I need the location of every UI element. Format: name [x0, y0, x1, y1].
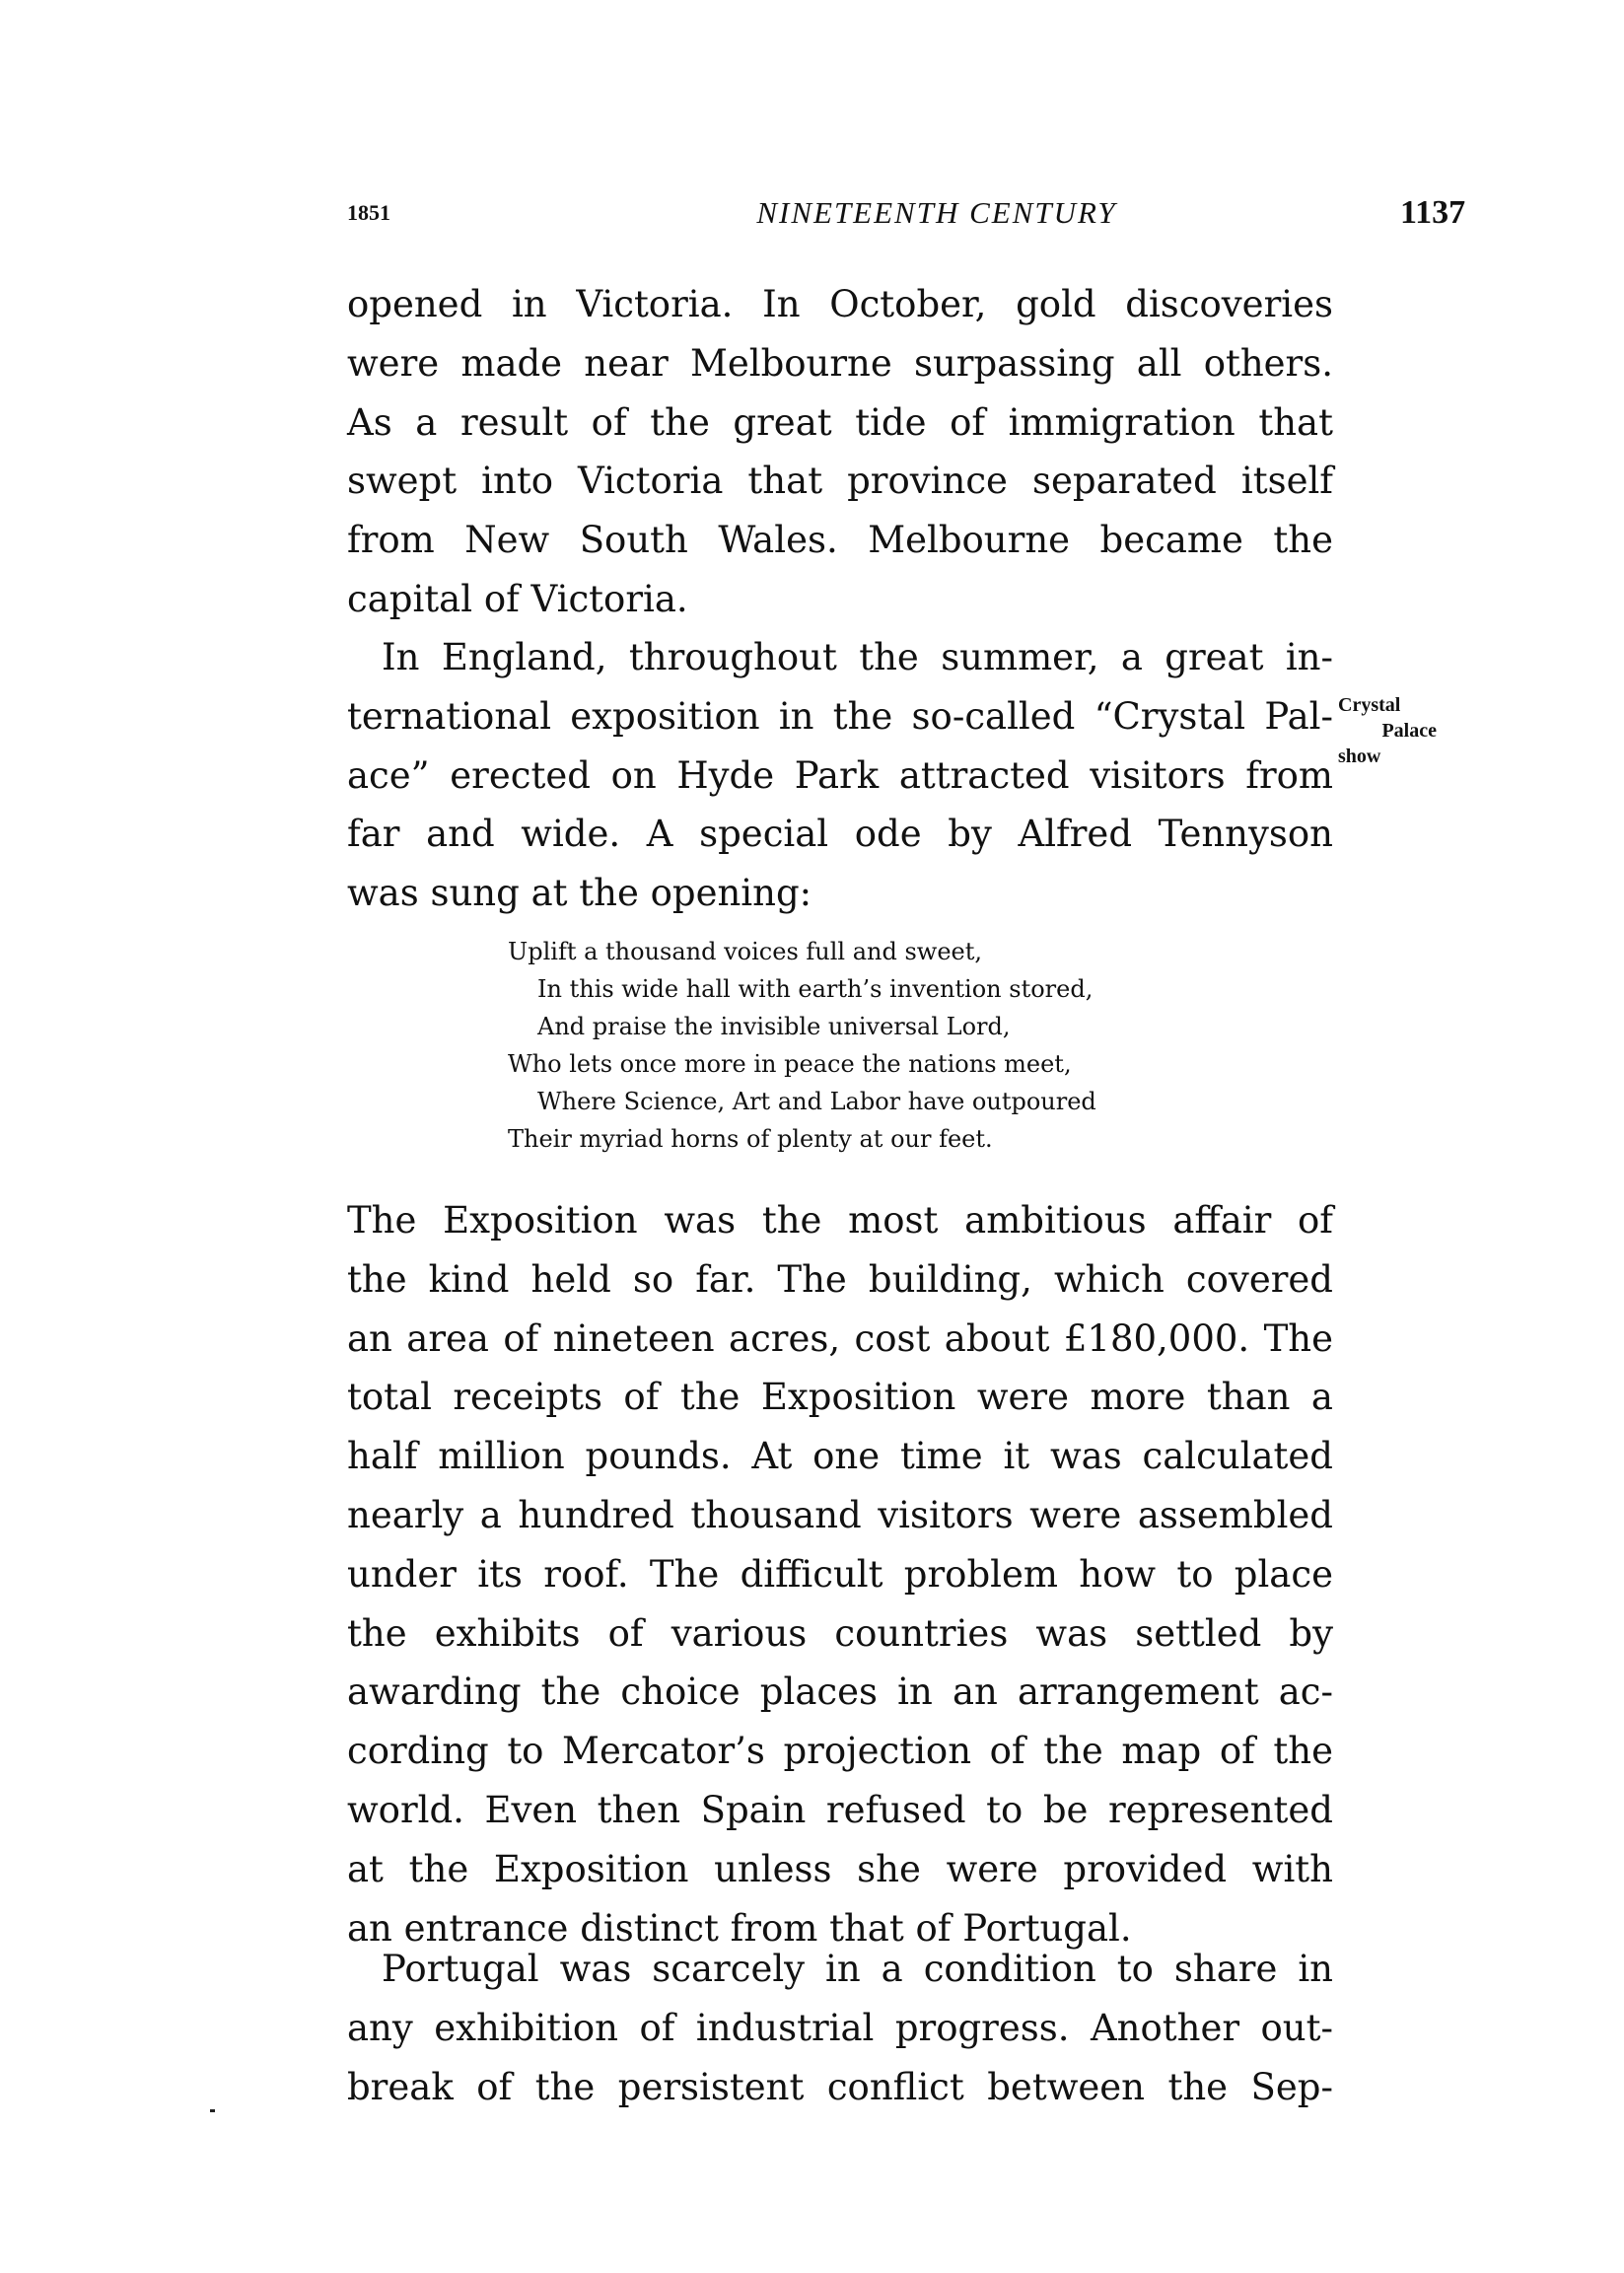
text-line: at the Exposition unless she were provided with — [347, 1847, 1333, 1890]
text-line: were made near Melbourne surpassing all others. — [347, 341, 1333, 385]
poem-line: In this wide hall with earth’s invention stored, — [537, 975, 1094, 1003]
text-line: the exhibits of various countries was settled by — [347, 1611, 1333, 1655]
text-line: ternational exposition in the so-called “Crystal Pal- — [347, 694, 1333, 738]
text-line: half million pounds. At one time it was calculated — [347, 1435, 1333, 1478]
text-line: the kind held so far. The building, which covered — [347, 1257, 1333, 1301]
text-line: Portugal was scarcely in a condition to share in — [382, 1948, 1333, 1990]
margin-note-line: Crystal — [1338, 694, 1401, 716]
text-line: an area of nineteen acres, cost about £180,000. The — [347, 1316, 1333, 1360]
text-line: was sung at the opening: — [347, 872, 812, 915]
text-line: total receipts of the Exposition were more than a — [347, 1376, 1333, 1419]
text-line: nearly a hundred thousand visitors were assembled — [347, 1494, 1333, 1536]
text-line: swept into Victoria that province separated itself — [347, 460, 1333, 503]
text-line: any exhibition of industrial progress. Another out- — [347, 2006, 1333, 2049]
text-line: awarding the choice places in an arrangement ac- — [347, 1670, 1333, 1714]
poem-line: Uplift a thousand voices full and sweet, — [508, 938, 983, 965]
text-line: ace” erected on Hyde Park attracted visitors from — [347, 753, 1333, 797]
scan-speck — [210, 2109, 215, 2112]
text-line: opened in Victoria. In October, gold discoveries — [347, 283, 1333, 325]
text-line: The Exposition was the most ambitious affair of — [347, 1199, 1333, 1242]
margin-note-line: Palace — [1381, 720, 1437, 742]
poem-line: Their myriad horns of plenty at our feet. — [508, 1125, 993, 1153]
poem-line: And praise the invisible universal Lord, — [537, 1013, 1011, 1040]
margin-note-line: show — [1338, 746, 1381, 767]
text-line: break of the persistent conflict between the Sep- — [347, 2065, 1333, 2108]
text-line: capital of Victoria. — [347, 578, 688, 620]
text-line: far and wide. A special ode by Alfred Tennyson — [347, 813, 1333, 856]
text-line: As a result of the great tide of immigration that — [347, 400, 1333, 444]
poem-line: Where Science, Art and Labor have outpoured — [537, 1088, 1096, 1115]
text-line: from New South Wales. Melbourne became the — [347, 519, 1333, 562]
text-line: world. Even then Spain refused to be represented — [347, 1789, 1333, 1831]
running-head-title: NINETEENTH CENTURY — [756, 195, 1117, 230]
page-number: 1137 — [1400, 194, 1466, 231]
text-line: cording to Mercator’s projection of the map of the — [347, 1730, 1333, 1773]
running-head-year: 1851 — [347, 200, 390, 225]
text-line: an entrance distinct from that of Portugal. — [347, 1906, 1132, 1950]
margin-note — [1338, 692, 1447, 769]
text-line: In England, throughout the summer, a great in- — [382, 636, 1333, 678]
text-line: under its roof. The difficult problem how to place — [347, 1552, 1333, 1596]
poem-line: Who lets once more in peace the nations meet, — [508, 1050, 1072, 1078]
